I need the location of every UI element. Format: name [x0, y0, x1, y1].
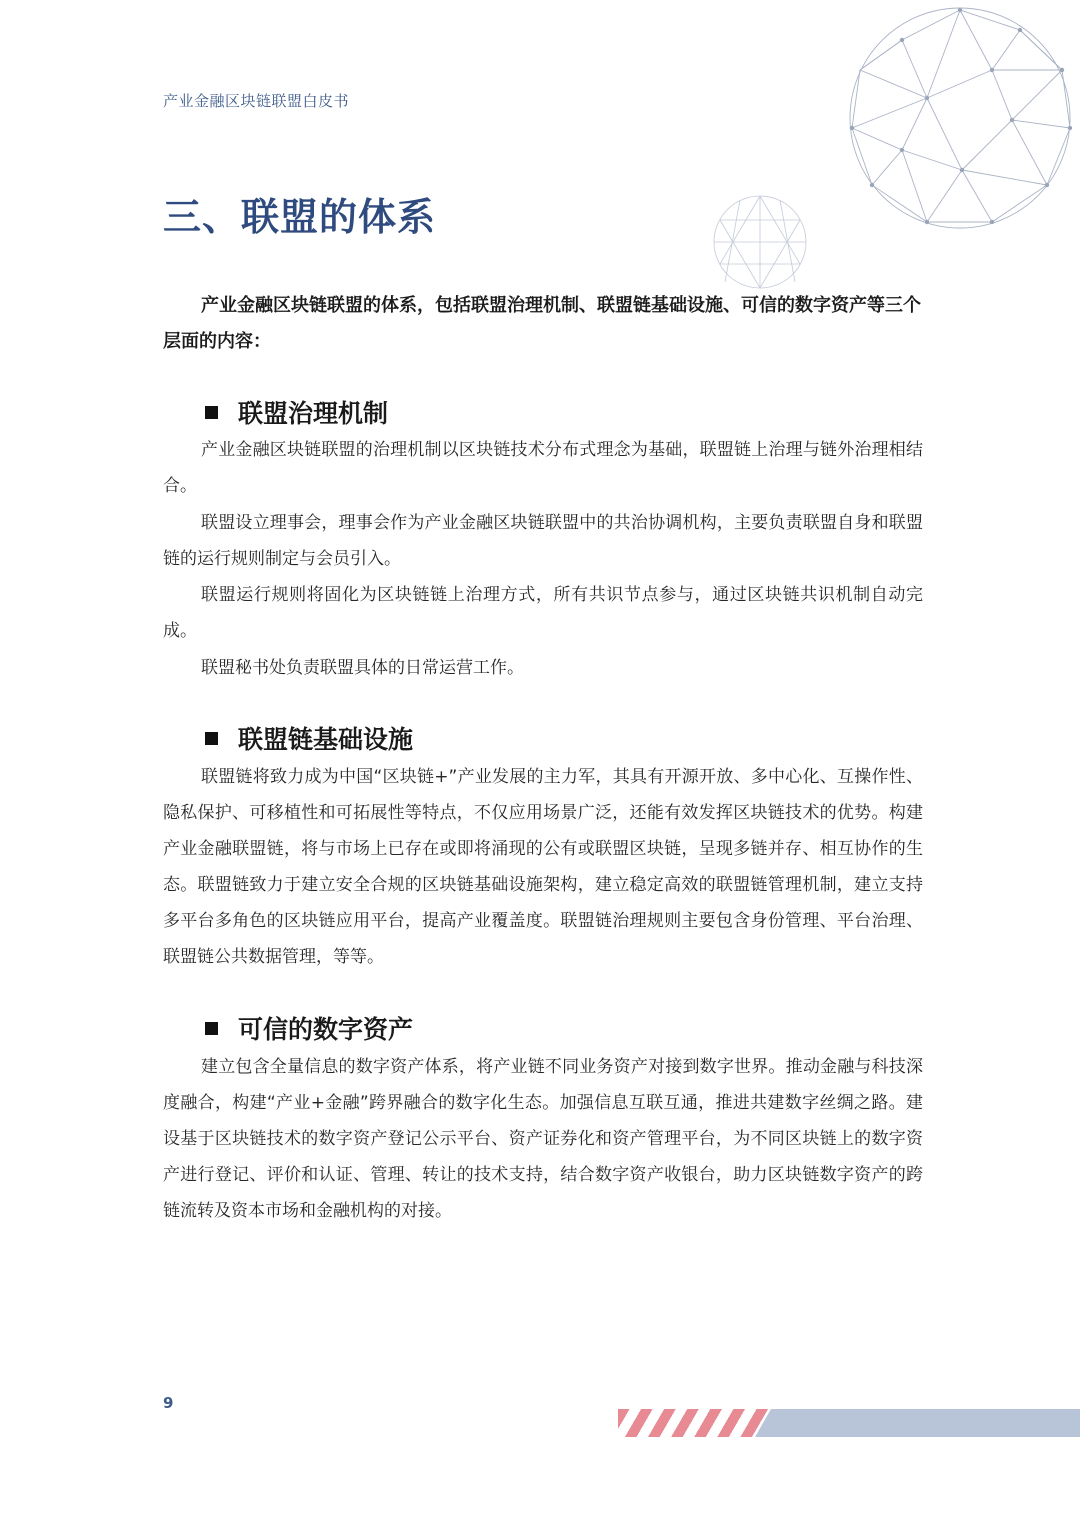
wireframe-sphere-small-icon: [700, 192, 820, 292]
section-heading-label: 联盟链基础设施: [238, 725, 414, 754]
square-bullet-icon: [205, 732, 218, 745]
wireframe-sphere-large-icon: [842, 0, 1078, 236]
square-bullet-icon: [205, 406, 218, 419]
body-paragraph: 联盟链将致力成为中国“区块链+”产业发展的主力军，其具有开源开放、多中心化、互操作性、隐私保护、可移植性和可拓展性等特点，不仅应用场景广泛，还能有效发挥区块链技术的优势。构建产业金融联盟链，将与市场上已存在或即将涌现的公有或联盟区块链，呈现多链并存、相互协作的生态。联盟链致力于建立安全合规的区块链基础设施架构，建立稳定高效的联盟链管理机制，建立支持多平台多角色的区块链应用平台，提高产业覆盖度。联盟链治理规则主要包含身份管理、平台治理、联盟链公共数据管理，等等。: [163, 767, 923, 967]
body-paragraph: 联盟秘书处负责联盟具体的日常运营工作。: [201, 658, 524, 678]
page-number: 9: [163, 1394, 174, 1412]
footer-stripes-decoration: [618, 1409, 768, 1437]
body-paragraph: 产业金融区块链联盟的治理机制以区块链技术分布式理念为基础，联盟链上治理与链外治理相结合。: [163, 440, 923, 496]
footer-bar-decoration: [755, 1409, 1080, 1437]
chapter-title: 三、联盟的体系: [163, 195, 437, 239]
body-paragraph: 联盟设立理事会，理事会作为产业金融区块链联盟中的共治协调机构，主要负责联盟自身和联盟链的运行规则制定与会员引入。: [163, 513, 923, 569]
body-paragraph: 联盟运行规则将固化为区块链链上治理方式，所有共识节点参与，通过区块链共识机制自动完成。: [163, 585, 923, 641]
section-heading-label: 可信的数字资产: [238, 1015, 414, 1044]
section-heading-digital-assets: [205, 1010, 413, 1046]
intro-paragraph: 产业金融区块链联盟的体系，包括联盟治理机制、联盟链基础设施、可信的数字资产等三个层面的内容：: [163, 295, 921, 352]
section-heading-label: 联盟治理机制: [238, 399, 389, 428]
running-header: 产业金融区块链联盟白皮书: [163, 92, 350, 110]
body-paragraph: 建立包含全量信息的数字资产体系，将产业链不同业务资产对接到数字世界。推动金融与科技深度融合，构建“产业+金融”跨界融合的数字化生态。加强信息互联互通，推进共建数字丝绸之路。建设基于区块链技术的数字资产登记公示平台、资产证券化和资产管理平台，为不同区块链上的数字资产进行登记、评价和认证、管理、转让的技术支持，结合数字资产收银台，助力区块链数字资产的跨链流转及资本市场和金融机构的对接。: [163, 1057, 923, 1221]
square-bullet-icon: [205, 1022, 218, 1035]
section-heading-governance: [205, 394, 388, 430]
section-heading-infrastructure: [205, 720, 413, 756]
